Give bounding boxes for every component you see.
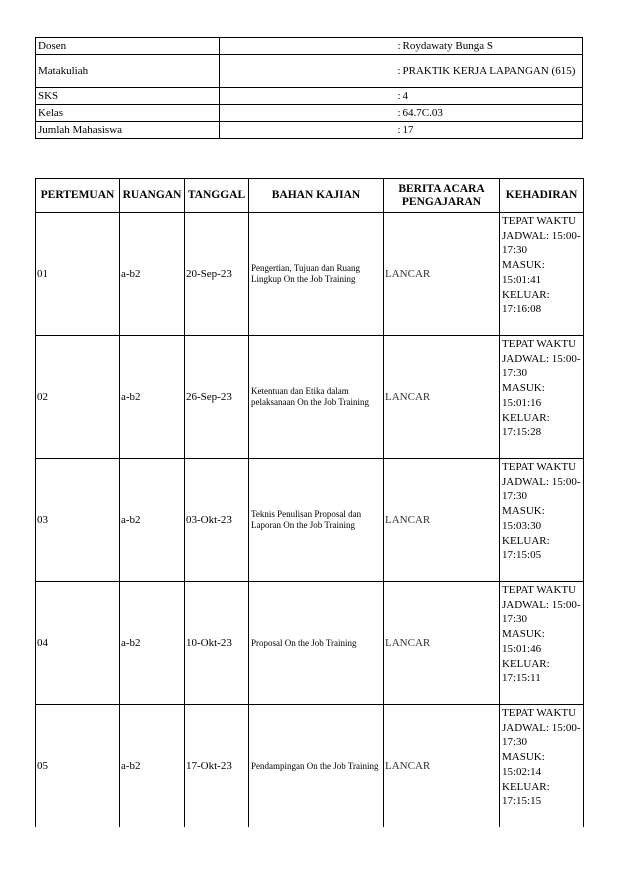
kehadiran-masuk: MASUK: 15:02:14 bbox=[502, 751, 545, 778]
table-row bbox=[36, 582, 584, 705]
kehadiran-keluar: KELUAR: 17:15:28 bbox=[502, 411, 550, 439]
sks-value: 4 bbox=[401, 88, 583, 105]
kehadiran-masuk: MASUK: 15:01:46 bbox=[502, 628, 545, 655]
info-row-matakuliah: Matakuliah : PRAKTIK KERJA LAPANGAN (615) bbox=[36, 55, 583, 88]
ruangan-cell: a-b2 bbox=[120, 336, 185, 459]
kehadiran-cell bbox=[500, 459, 584, 582]
header-pertemuan: PERTEMUAN bbox=[36, 179, 120, 213]
dosen-value: Roydawaty Bunga S bbox=[401, 38, 583, 55]
kehadiran-keluar: KELUAR: 17:15:11 bbox=[502, 657, 550, 685]
ruangan-cell: a-b2 bbox=[120, 705, 185, 828]
kelas-label: Kelas bbox=[36, 105, 220, 122]
bahan-kajian-cell: Pendampingan On the Job Training bbox=[249, 705, 384, 828]
header-tanggal: TANGGAL bbox=[185, 179, 249, 213]
tanggal-cell: 17-Okt-23 bbox=[185, 705, 249, 828]
pertemuan-cell: 03 bbox=[36, 459, 120, 582]
bahan-kajian-cell: Ketentuan dan Etika dalam pelaksanaan On the Job Training bbox=[249, 336, 384, 459]
table-row bbox=[36, 705, 584, 828]
tanggal-cell: 10-Okt-23 bbox=[185, 582, 249, 705]
pertemuan-cell: 05 bbox=[36, 705, 120, 828]
pertemuan-cell: 01 bbox=[36, 213, 120, 336]
matakuliah-value: PRAKTIK KERJA LAPANGAN (615) bbox=[401, 55, 583, 88]
kelas-value: 64.7C.03 bbox=[401, 105, 583, 122]
attendance-table bbox=[35, 178, 584, 827]
jumlah-value: 17 bbox=[401, 122, 583, 139]
kehadiran-jadwal: JADWAL: 15:00-17:30 bbox=[502, 475, 581, 503]
kehadiran-cell bbox=[500, 582, 584, 705]
sks-label: SKS bbox=[36, 88, 220, 105]
kehadiran-cell bbox=[500, 705, 584, 828]
course-info-table bbox=[35, 37, 583, 139]
bahan-kajian-cell: Proposal On the Job Training bbox=[249, 582, 384, 705]
kehadiran-keluar: KELUAR: 17:15:15 bbox=[502, 780, 550, 808]
tanggal-cell: 20-Sep-23 bbox=[185, 213, 249, 336]
ruangan-cell: a-b2 bbox=[120, 213, 185, 336]
berita-acara-cell: LANCAR bbox=[384, 582, 500, 705]
pertemuan-cell: 04 bbox=[36, 582, 120, 705]
berita-acara-cell: LANCAR bbox=[384, 336, 500, 459]
info-row-dosen: Dosen : Roydawaty Bunga S bbox=[36, 38, 583, 55]
kehadiran-status: TEPAT WAKTU bbox=[502, 707, 577, 719]
kehadiran-masuk: MASUK: 15:03:30 bbox=[502, 505, 545, 532]
berita-acara-cell: LANCAR bbox=[384, 459, 500, 582]
header-kehadiran: KEHADIRAN bbox=[500, 179, 584, 213]
kehadiran-cell bbox=[500, 213, 584, 336]
table-row bbox=[36, 459, 584, 582]
tanggal-cell: 03-Okt-23 bbox=[185, 459, 249, 582]
berita-acara-cell: LANCAR bbox=[384, 705, 500, 828]
kehadiran-status: TEPAT WAKTU bbox=[502, 215, 577, 227]
bahan-kajian-cell: Teknis Penulisan Proposal dan Laporan On the Job Training bbox=[249, 459, 384, 582]
kehadiran-cell bbox=[500, 336, 584, 459]
table-row bbox=[36, 336, 584, 459]
info-row-jumlah: Jumlah Mahasiswa : 17 bbox=[36, 122, 583, 139]
kehadiran-status: TEPAT WAKTU bbox=[502, 461, 577, 473]
kehadiran-keluar: KELUAR: 17:15:05 bbox=[502, 534, 550, 562]
berita-acara-cell: LANCAR bbox=[384, 213, 500, 336]
info-row-kelas: Kelas : 64.7C.03 bbox=[36, 105, 583, 122]
ruangan-cell: a-b2 bbox=[120, 459, 185, 582]
dosen-label: Dosen bbox=[36, 38, 220, 55]
kehadiran-jadwal: JADWAL: 15:00-17:30 bbox=[502, 598, 581, 626]
kehadiran-masuk: MASUK: 15:01:16 bbox=[502, 382, 545, 409]
matakuliah-label: Matakuliah bbox=[36, 55, 220, 88]
jumlah-label: Jumlah Mahasiswa bbox=[36, 122, 220, 139]
table-row bbox=[36, 213, 584, 336]
header-bahan-kajian: BAHAN KAJIAN bbox=[249, 179, 384, 213]
table-header-row bbox=[36, 179, 584, 213]
kehadiran-status: TEPAT WAKTU bbox=[502, 338, 577, 350]
kehadiran-status: TEPAT WAKTU bbox=[502, 584, 577, 596]
pertemuan-cell: 02 bbox=[36, 336, 120, 459]
kehadiran-jadwal: JADWAL: 15:00-17:30 bbox=[502, 721, 581, 749]
kehadiran-masuk: MASUK: 15:01:41 bbox=[502, 259, 545, 286]
kehadiran-jadwal: JADWAL: 15:00-17:30 bbox=[502, 229, 581, 257]
kehadiran-keluar: KELUAR: 17:16:08 bbox=[502, 288, 550, 316]
info-row-sks: SKS : 4 bbox=[36, 88, 583, 105]
header-ruangan: RUANGAN bbox=[120, 179, 185, 213]
bahan-kajian-cell: Pengertian, Tujuan dan Ruang Lingkup On the Job Training bbox=[249, 213, 384, 336]
ruangan-cell: a-b2 bbox=[120, 582, 185, 705]
header-berita-acara: BERITA ACARA PENGAJARAN bbox=[384, 179, 500, 213]
kehadiran-jadwal: JADWAL: 15:00-17:30 bbox=[502, 352, 581, 380]
tanggal-cell: 26-Sep-23 bbox=[185, 336, 249, 459]
